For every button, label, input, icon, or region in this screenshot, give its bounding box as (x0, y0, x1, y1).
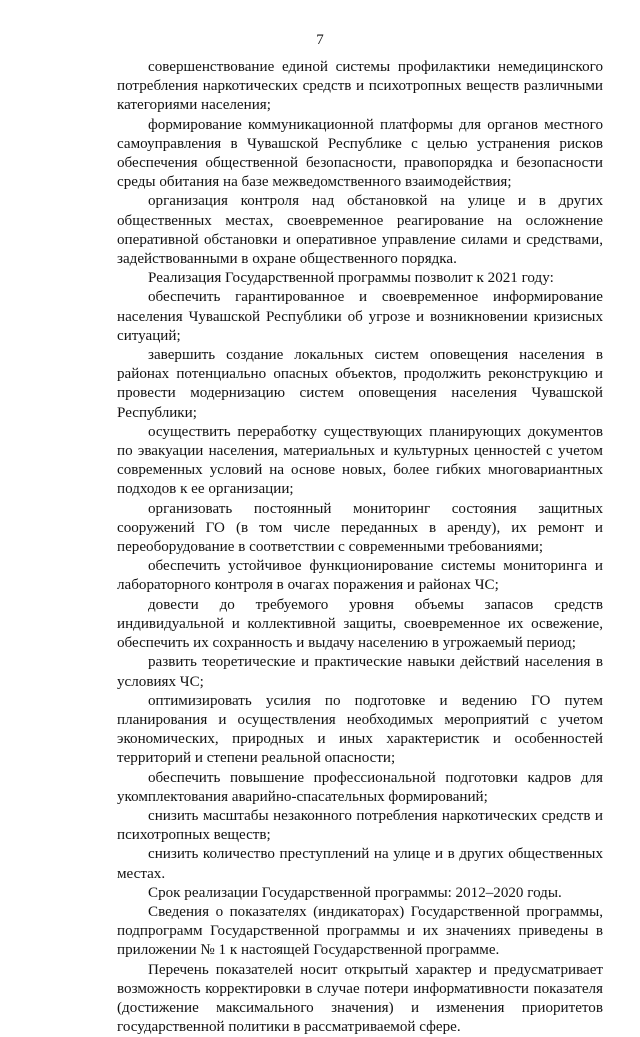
paragraph: формирование коммуникационной платформы для органов местного самоуправления в Чувашской Республике с целью устранения рисков обеспечения общественной безопасности, правопорядка и безопасности среды обитания на базе межведомственного взаимодействия; (117, 116, 603, 191)
paragraph: организовать постоянный мониторинг состояния защитных сооружений ГО (в том числе переданных в аренду), их ремонт и переоборудование в соответствии с современными требованиями; (117, 500, 603, 556)
paragraph: завершить создание локальных систем оповещения населения в районах потенциально опасных объектов, продолжить реконструкцию и провести модернизацию систем оповещения населения Чувашской Республики; (117, 347, 603, 421)
paragraph: Реализация Государственной программы позволит к 2021 году: (148, 270, 554, 287)
paragraph: совершенствование единой системы профилактики немедицинского потребления наркотических средств и психотропных веществ различными категориями населения; (117, 59, 603, 114)
paragraph: Сведения о показателях (индикаторах) Государственной программы, подпрограмм Государственной программы и их значениях приведены в приложении № 1 к настоящей Государственной программе. (117, 903, 603, 959)
paragraph: Перечень показателей носит открытый характер и предусматривает возможность корректировки в случае потери информативности показателя (достижение максимального значения) и изменения приоритетов государственной политики в рассматриваемой сфере. (117, 961, 603, 1036)
document-body (117, 58, 603, 1037)
paragraph: осуществить переработку существующих планирующих документов по эвакуации населения, материальных и культурных ценностей с учетом современных условий на основе новых, более гибких многовариантных подходов к ее организации; (117, 423, 603, 498)
paragraph: снизить масштабы незаконного потребления наркотических средств и психотропных веществ; (117, 807, 603, 844)
paragraph: довести до требуемого уровня объемы запасов средств индивидуальной и коллективной защиты, своевременное их освежение, обеспечить их сохранность и выдачу населению в угрожаемый период; (117, 596, 603, 652)
paragraph: снизить количество преступлений на улице и в других общественных местах. (117, 846, 603, 882)
paragraph: обеспечить устойчивое функционирование системы мониторинга и лабораторного контроля в очагах поражения и районах ЧС; (117, 558, 603, 594)
page-number: 7 (316, 32, 324, 48)
paragraph: обеспечить гарантированное и своевременное информирование населения Чувашской Республики об угрозе и возникновении кризисных ситуаций; (117, 289, 603, 344)
paragraph: организация контроля над обстановкой на улице и в других общественных местах, своевременное реагирование на осложнение оперативной обстановки и оперативное управление силами и средствами, задействованными в охране общественного порядка. (117, 193, 603, 268)
paragraph: обеспечить повышение профессиональной подготовки кадров для укомплектования аварийно-спасательных формирований; (117, 769, 603, 805)
paragraph: развить теоретические и практические навыки действий населения в условиях ЧС; (117, 654, 603, 690)
paragraph: оптимизировать усилия по подготовке и ведению ГО путем планирования и осуществления необходимых мероприятий с учетом экономических, природных и иных характеристик и особенностей территорий и степени реальной опасности; (117, 692, 603, 767)
paragraph: Срок реализации Государственной программы: 2012–2020 годы. (148, 884, 562, 901)
